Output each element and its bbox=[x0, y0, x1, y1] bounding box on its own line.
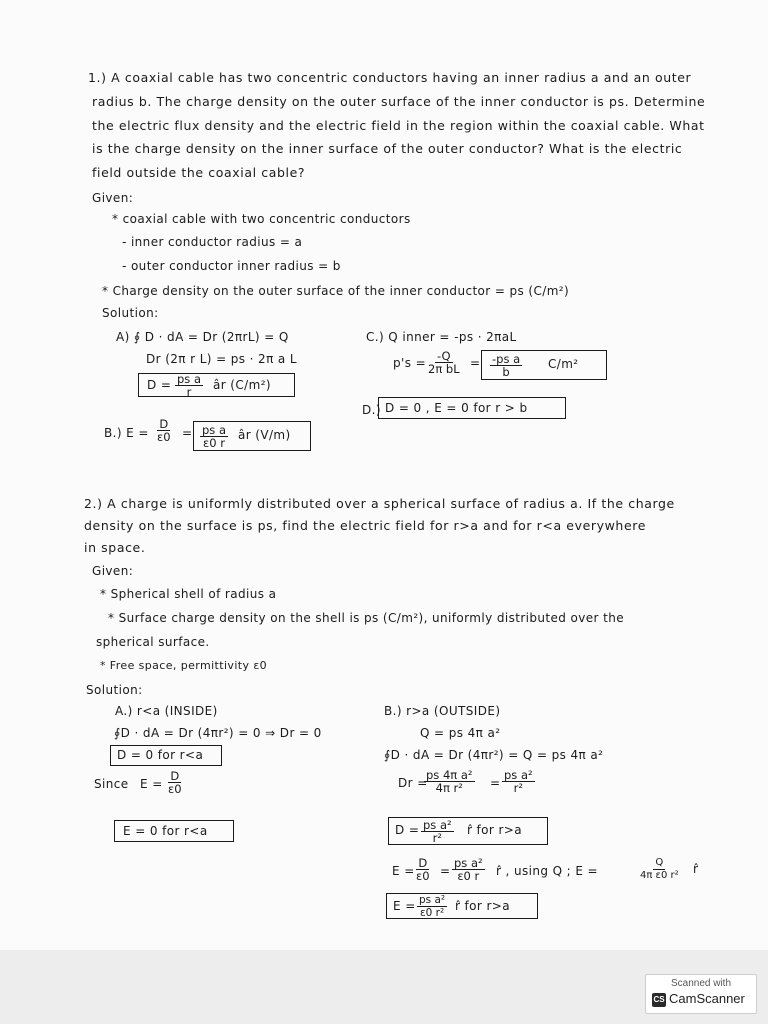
p2-b-box-1 bbox=[388, 817, 548, 845]
watermark-line-2: CamScanner bbox=[669, 991, 745, 1006]
p1-a-box-lhs: D = bbox=[147, 378, 172, 392]
p1-b-den1: ε0 bbox=[157, 430, 171, 444]
p1-b-rhs: âr (V/m) bbox=[238, 428, 291, 442]
camscanner-watermark bbox=[645, 974, 757, 1014]
p2-b-box-2 bbox=[386, 893, 538, 919]
p2-b-box-1-num: ps a² bbox=[423, 818, 452, 832]
p2-a-e-lhs: E = bbox=[140, 777, 163, 791]
p1-c-result-box bbox=[481, 350, 607, 380]
p2-b-box-2-num: ps a² bbox=[419, 894, 446, 906]
p1-b-frac-2 bbox=[200, 424, 228, 449]
p1-given-1: * coaxial cable with two concentric conductors bbox=[112, 212, 411, 226]
p2-b-dr-num2: ps a² bbox=[504, 768, 533, 782]
p2-b-e-num2: ps a² bbox=[454, 856, 483, 870]
p2-b-e-lhs: E = bbox=[392, 864, 415, 878]
p2-b-head: B.) r>a (OUTSIDE) bbox=[384, 704, 501, 718]
p1-statement-line-3: the electric flux density and the electric field in the region within the coaxial cable. What bbox=[92, 118, 705, 133]
p2-a-box-1 bbox=[110, 745, 222, 766]
p2-given-3: spherical surface. bbox=[96, 635, 210, 649]
p1-a-result-box bbox=[138, 373, 295, 397]
p2-a-since: Since bbox=[94, 777, 129, 791]
p2-given-2: * Surface charge density on the shell is ps (C/m²), uniformly distributed over the bbox=[108, 611, 624, 625]
p2-b-e-frac-3 bbox=[640, 857, 679, 882]
p2-a-e-den: ε0 bbox=[168, 782, 182, 796]
p1-solution-label: Solution: bbox=[102, 306, 159, 320]
p2-b-dr-den1: 4π r² bbox=[435, 781, 463, 795]
p1-c-eq: = bbox=[470, 356, 481, 370]
p2-a-box-2 bbox=[114, 820, 234, 842]
p1-given-label: Given: bbox=[92, 191, 134, 205]
p2-b-box-1-frac bbox=[421, 819, 454, 844]
p2-b-box-2-lhs: E = bbox=[393, 899, 416, 913]
p2-b-box-2-den: ε0 r² bbox=[419, 907, 445, 919]
p2-b-dr-frac-2 bbox=[502, 769, 535, 794]
p1-a-box-den: r bbox=[186, 385, 192, 399]
watermark-line-1: Scanned with bbox=[670, 978, 732, 989]
p1-a-box-rhs: âr (C/m²) bbox=[213, 378, 271, 392]
p2-given-4: * Free space, permittivity ε0 bbox=[100, 659, 268, 672]
p1-a-line-1: A) ∮ D · dA = Dr (2πrL) = Q bbox=[116, 330, 289, 344]
p2-a-line-1: ∮D · dA = Dr (4πr²) = 0 ⇒ Dr = 0 bbox=[114, 726, 322, 740]
p2-b-e-frac-2 bbox=[452, 857, 485, 882]
p2-b-e-den1: ε0 bbox=[416, 869, 430, 883]
p1-d-label: D.) bbox=[362, 403, 381, 417]
p1-c-den1: 2π bL bbox=[428, 362, 460, 376]
p2-b-box-1-lhs: D = bbox=[395, 823, 420, 837]
p2-b-e-num3: Q bbox=[655, 857, 664, 868]
p2-statement-line-3: in space. bbox=[84, 540, 146, 555]
p1-b-frac-1 bbox=[157, 418, 171, 443]
p1-b-result-box bbox=[193, 421, 311, 451]
p2-b-dr-lhs: Dr = bbox=[398, 776, 428, 790]
p1-statement-line-4: is the charge density on the inner surface of the outer conductor? What is the electric bbox=[92, 141, 683, 156]
p1-b-eq: = bbox=[182, 426, 193, 440]
p2-a-head: A.) r<a (INSIDE) bbox=[115, 704, 218, 718]
p2-b-e-frac-1 bbox=[416, 857, 430, 882]
p2-b-box-2-rhs: r̂ for r>a bbox=[455, 899, 511, 913]
p1-a-line-2: Dr (2π r L) = ps · 2π a L bbox=[146, 352, 297, 366]
p1-a-box-num: ps a bbox=[177, 372, 201, 386]
p1-b-lhs: B.) E = bbox=[104, 426, 149, 440]
p2-b-box-1-den: r² bbox=[432, 831, 442, 845]
p2-a-e-num: D bbox=[170, 769, 180, 783]
p2-b-e-num1: D bbox=[418, 856, 428, 870]
p1-c-num1: -Q bbox=[436, 349, 451, 363]
p2-given-1: * Spherical shell of radius a bbox=[100, 587, 277, 601]
p2-b-dr-eq: = bbox=[490, 776, 501, 790]
p2-solution-label: Solution: bbox=[86, 683, 143, 697]
p1-b-den2: ε0 r bbox=[203, 436, 225, 450]
camscanner-logo-icon: CS bbox=[652, 993, 666, 1007]
p1-a-box-fraction bbox=[175, 373, 203, 398]
p1-c-lhs: p's = bbox=[393, 356, 427, 370]
p2-b-e-den3: 4π ε0 r² bbox=[640, 870, 679, 881]
p2-a-box-2-text: E = 0 for r<a bbox=[123, 824, 208, 838]
p1-b-num1: D bbox=[159, 417, 169, 431]
p1-statement-line-1: 1.) A coaxial cable has two concentric conductors having an inner radius a and an outer bbox=[88, 70, 692, 85]
p2-b-e-eq: = bbox=[440, 864, 451, 878]
p1-b-num2: ps a bbox=[202, 423, 226, 437]
p1-d-box-text: D = 0 , E = 0 for r > b bbox=[385, 401, 528, 415]
p2-given-label: Given: bbox=[92, 564, 134, 578]
p2-b-e-end: r̂ bbox=[693, 862, 699, 876]
p2-b-e-mid: r̂ , using Q ; E = bbox=[496, 864, 598, 878]
p1-statement-line-2: radius b. The charge density on the outer surface of the inner conductor is ps. Determine bbox=[92, 94, 706, 109]
p1-given-4: * Charge density on the outer surface of the inner conductor = ps (C/m²) bbox=[102, 284, 570, 298]
p2-statement-line-1: 2.) A charge is uniformly distributed over a spherical surface of radius a. If the charge bbox=[84, 496, 675, 511]
p1-given-2: - inner conductor radius = a bbox=[122, 235, 303, 249]
p2-a-e-frac bbox=[168, 770, 182, 795]
p1-c-line-1: C.) Q inner = -ps · 2πaL bbox=[366, 330, 517, 344]
p2-b-line-1: Q = ps 4π a² bbox=[420, 726, 501, 740]
p1-statement-line-5: field outside the coaxial cable? bbox=[92, 165, 306, 180]
p2-statement-line-2: density on the surface is ps, find the electric field for r>a and for r<a everywhere bbox=[84, 518, 646, 533]
p2-b-dr-frac-1 bbox=[424, 769, 475, 794]
p2-b-box-2-frac bbox=[417, 894, 447, 919]
p1-c-unit: C/m² bbox=[548, 357, 579, 371]
p2-b-line-2: ∮D · dA = Dr (4πr²) = Q = ps 4π a² bbox=[384, 748, 604, 762]
p2-b-dr-num1: ps 4π a² bbox=[426, 768, 473, 782]
p2-b-box-1-rhs: r̂ for r>a bbox=[467, 823, 523, 837]
p1-c-num2: -ps a bbox=[492, 352, 521, 366]
p1-c-den2: b bbox=[502, 365, 510, 379]
p2-b-e-den2: ε0 r bbox=[457, 869, 480, 883]
p1-d-result-box bbox=[378, 397, 566, 419]
p1-c-frac-1 bbox=[428, 350, 460, 375]
p2-b-dr-den2: r² bbox=[513, 781, 523, 795]
p2-a-box-1-text: D = 0 for r<a bbox=[117, 748, 204, 762]
p1-c-frac-2 bbox=[490, 353, 522, 378]
p1-given-3: - outer conductor inner radius = b bbox=[122, 259, 341, 273]
